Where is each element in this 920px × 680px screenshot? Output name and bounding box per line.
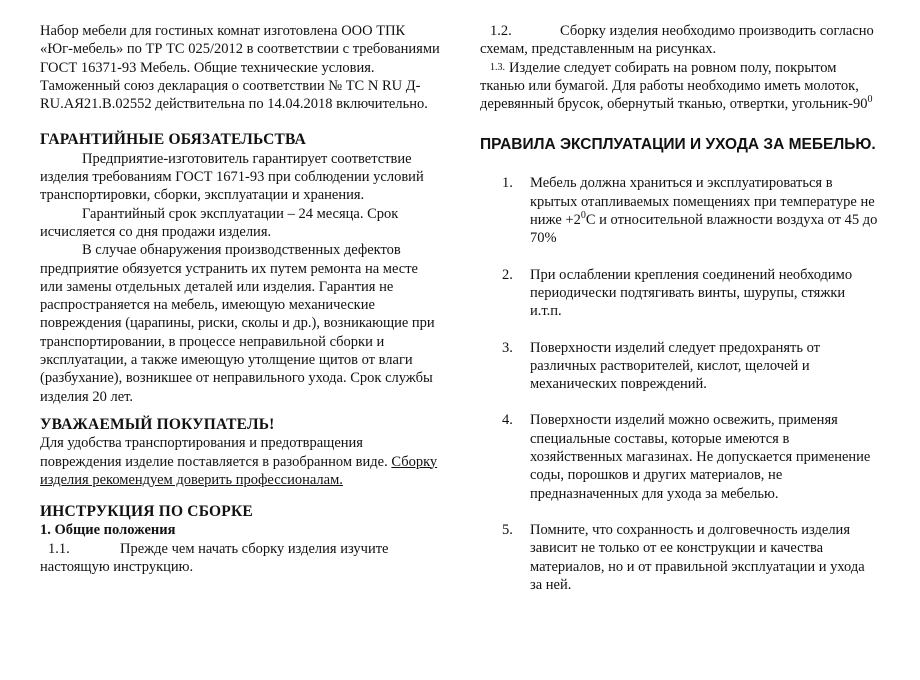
rules-item-number: 4. [502,412,513,429]
rules-list [480,174,880,594]
warranty-paragraph-3: В случае обнаружения производственных дефектов предприятие обязуется устранить их путем ремонта на месте или замены отдельных деталей или изделия. Гарантия не распространяется на мебель, имеющую механические повреждения (царапины, риски, сколы и др.), возникающие при транспортировании, в процессе неправильной сборки и эксплуатации, а также имеющую утолщение щитов от влаги (разбухание), возникшее от неправильного ухода. Срок службы изделия 20 лет. [40,242,435,405]
customer-recommendation: Сборку изделия рекомендуем доверить профессионалам. [40,453,438,488]
rules-item-number: 5. [502,521,513,538]
assembly-item-3-text: Изделие следует собирать на ровном полу, покрытом тканью или бумагой. Для работы необходимо иметь молоток, деревянный брусок, обернутый тканью, отвертки, угольник-90 [480,59,868,113]
assembly-item-1 [40,540,440,577]
assembly-item-2-text: Сборку изделия необходимо производить согласно схемам, представленным на рисунках. [480,23,874,58]
customer-paragraph [40,434,440,489]
left-column [40,22,440,576]
rules-item-degree: 0 [580,210,586,222]
rules-heading: ПРАВИЛА ЭКСПЛУАТАЦИИ И УХОДА ЗА МЕБЕЛЬЮ. [480,136,876,154]
assembly-heading: ИНСТРУКЦИЯ ПО СБОРКЕ [40,503,253,521]
assembly-item-3 [480,59,880,114]
rules-item-number: 1. [502,175,513,192]
assembly-item-1-text: Прежде чем начать сборку изделия изучите настоящую инструкцию. [40,540,389,576]
assembly-item-3-number: 1.3. [490,61,505,73]
assembly-item-2-number: 1.2. [490,23,512,39]
rules-item-number: 2. [502,266,513,283]
right-column [480,22,880,612]
rules-item [480,339,880,394]
rules-item-text: Мебель должна храниться и эксплуатироваться в крытых отапливаемых помещениях при температуре не ниже +2 [530,175,875,229]
rules-item [480,521,880,594]
intro-paragraph: Набор мебели для гостиных комнат изготовлена ООО ТПК «Юг-мебель» по ТР ТС 025/2012 в соответствии с требованиями ГОСТ 16371-93 Мебель. Общие технические условия. Таможенный союз декларация о соответствии № ТС N RU Д-RU.AЯ21.В.02552 действительна по 14.04.2018 включительно. [40,23,440,113]
rules-item [480,174,880,247]
warranty-paragraph-1: Предприятие-изготовитель гарантирует соответствие изделия требованиям ГОСТ 1671-93 при соблюдении условий транспортировки, сборки, эксплуатации и хранения. [40,150,424,204]
assembly-item-1-number: 1.1. [48,540,70,557]
customer-text: Для удобства транспортирования и предотвращения повреждения изделие поставляется в разобранном виде. [40,435,388,470]
rules-item-number: 3. [502,339,513,356]
customer-heading: УВАЖАЕМЫЙ ПОКУПАТЕЛЬ! [40,415,275,433]
warranty-heading: ГАРАНТИЙНЫЕ ОБЯЗАТЕЛЬСТВА [40,131,307,149]
rules-item-text-cont: С и относительной влажности воздуха от 45 до 70% [530,212,878,247]
degree-mark: 0 [867,94,873,106]
rules-item [480,266,880,321]
warranty-paragraph-2: Гарантийный срок эксплуатации – 24 месяца. Срок исчисляется со дня продажи изделия. [40,205,399,240]
assembly-subheading: 1. Общие положения [40,522,176,539]
rules-item-text: Поверхности изделий можно освежить, применяя специальные составы, которые имеются в хозяйственных магазинах. Не допускается применение соды, порошков и других материалов, не предназначенных для ухода за мебелью. [530,412,871,502]
rules-item [480,411,880,502]
assembly-item-2 [480,22,880,59]
rules-item-text: При ослаблении крепления соединений необходимо периодически подтягивать винты, шурупы, стяжки и.т.п. [530,266,853,320]
rules-item-text: Помните, что сохранность и долговечность изделия зависит не только от ее конструкции и качества материалов, но и от правильной эксплуатации и ухода за ней. [530,521,865,593]
rules-item-text: Поверхности изделий следует предохранять от различных растворителей, кислот, щелочей и механических повреждений. [530,339,820,393]
